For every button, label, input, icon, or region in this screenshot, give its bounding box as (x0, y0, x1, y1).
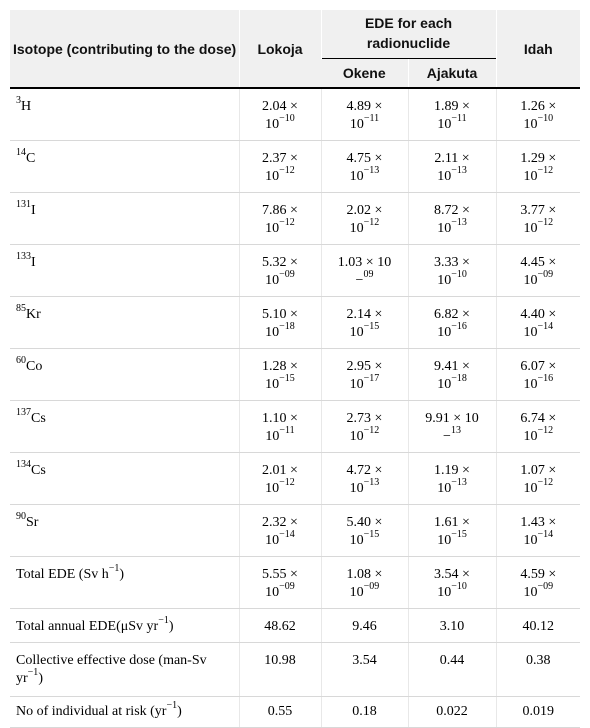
value-cell: 0.44 (408, 643, 496, 697)
isotope-cell (10, 193, 239, 245)
value-mantissa: 6.82 × (434, 307, 470, 322)
isotope-cell (10, 349, 239, 401)
value-mantissa: 5.10 × (262, 307, 298, 322)
value-cell: 10.98 (239, 643, 321, 697)
value-exponent: −12 (537, 425, 554, 437)
value-cell (321, 193, 408, 245)
header-ede-group-label: EDE for each radionuclide (364, 15, 453, 51)
isotope-mass: 131 (16, 199, 31, 211)
value-exponent: −12 (279, 165, 295, 177)
label-exp: −1 (27, 667, 39, 679)
value-mantissa: 2.37 × (262, 151, 298, 166)
value-mantissa: 1.08 × (346, 567, 383, 582)
value-base: 10 (265, 169, 280, 184)
value-mantissa: 5.55 × (262, 567, 298, 582)
isotope-symbol: Co (26, 359, 43, 374)
isotope-mass: 14 (16, 147, 26, 159)
table-row (10, 141, 580, 193)
value-mantissa: 3.54 × (434, 567, 470, 582)
value-exponent: −13 (363, 477, 380, 489)
value-cell (321, 141, 408, 193)
value-exponent: −10 (451, 269, 467, 281)
value-cell: 0.18 (321, 697, 408, 728)
isotope-mass: 133 (16, 251, 31, 263)
value-mantissa: 5.40 × (346, 515, 383, 530)
collective-label (10, 643, 239, 697)
value-mantissa: 1.26 × (520, 99, 557, 114)
value-mantissa: 1.07 × (520, 463, 557, 478)
value-base: 10 (349, 169, 364, 184)
value-mantissa: 2.02 × (346, 203, 383, 218)
isotope-mass: 137 (16, 407, 31, 419)
table-row (10, 505, 580, 557)
value-cell (408, 505, 496, 557)
value-base: 10 (523, 221, 538, 236)
value-cell (496, 453, 580, 505)
value-base: 10 (437, 221, 452, 236)
value-mantissa: 9.41 × (434, 359, 470, 374)
value-cell: 0.022 (408, 697, 496, 728)
value-cell (321, 297, 408, 349)
isotope-cell (10, 88, 239, 141)
isotope-mass: 90 (16, 511, 26, 523)
value-mantissa: 2.95 × (346, 359, 383, 374)
table-row (10, 88, 580, 141)
isotope-symbol: I (31, 255, 36, 270)
value-cell (239, 505, 321, 557)
value-exponent: 09 (363, 269, 374, 281)
label-text: No of individual at risk (yr (16, 704, 167, 719)
value-exponent: −16 (537, 373, 554, 385)
value-exponent: −10 (279, 113, 295, 125)
value-base: 10 (523, 585, 538, 600)
value-mantissa: 6.07 × (520, 359, 557, 374)
value-cell (408, 141, 496, 193)
value-base: 10 (523, 169, 538, 184)
value-cell (321, 401, 408, 453)
value-base: 10 (265, 481, 280, 496)
value-exponent: −09 (363, 581, 380, 593)
value-base: 10 (437, 585, 452, 600)
value-base: 10 (349, 377, 364, 392)
header-okene: Okene (321, 59, 408, 89)
value-exponent: −11 (451, 113, 467, 125)
isotope-symbol: Cs (31, 463, 46, 478)
value-base: 10 (437, 481, 452, 496)
isotope-symbol: C (26, 151, 36, 166)
header-ajakuta: Ajakuta (408, 59, 496, 89)
value-mantissa: 1.29 × (520, 151, 557, 166)
value-cell (239, 193, 321, 245)
value-mantissa: 2.32 × (262, 515, 298, 530)
value-cell (239, 557, 321, 609)
table-row (10, 453, 580, 505)
value-exponent: −15 (363, 529, 380, 541)
table-row (10, 609, 580, 643)
value-cell (496, 557, 580, 609)
value-cell: 0.38 (496, 643, 580, 697)
value-base: 10 (523, 429, 538, 444)
value-mantissa: 1.28 × (262, 359, 298, 374)
value-base: 10 (523, 377, 538, 392)
value-mantissa: 3.33 × (434, 255, 470, 270)
value-mantissa: 4.75 × (346, 151, 383, 166)
value-cell (496, 349, 580, 401)
value-cell: 0.019 (496, 697, 580, 728)
value-exponent: −14 (279, 529, 295, 541)
value-mantissa: 5.32 × (262, 255, 298, 270)
label-text: Total EDE (Sv h (16, 567, 109, 582)
label-exp: −1 (158, 615, 169, 627)
value-mantissa: 8.72 × (434, 203, 470, 218)
value-exponent: −13 (451, 477, 467, 489)
value-cell (239, 88, 321, 141)
value-base: 10 (523, 325, 538, 340)
value-cell (408, 297, 496, 349)
value-exponent: −09 (279, 581, 295, 593)
label-text: Collective effective dose (man-Sv yr (16, 653, 207, 686)
value-exponent: −17 (363, 373, 380, 385)
value-mantissa: 4.40 × (520, 307, 557, 322)
value-base: 10 (523, 273, 538, 288)
value-mantissa: 2.73 × (346, 411, 383, 426)
value-exponent: −18 (451, 373, 467, 385)
value-base: 10 (265, 273, 280, 288)
value-exponent: −12 (537, 477, 554, 489)
value-cell (496, 297, 580, 349)
value-base: − (443, 429, 451, 444)
value-exponent: −13 (451, 217, 467, 229)
table-row (10, 297, 580, 349)
value-mantissa: 7.86 × (262, 203, 298, 218)
value-mantissa: 1.19 × (434, 463, 470, 478)
isotope-cell (10, 453, 239, 505)
value-exponent: −16 (451, 321, 467, 333)
isotope-symbol: Sr (26, 515, 39, 530)
isotope-cell (10, 297, 239, 349)
value-mantissa: 1.89 × (434, 99, 470, 114)
value-base: 10 (523, 117, 538, 132)
value-base: − (355, 273, 364, 288)
table-row (10, 193, 580, 245)
value-exponent: −11 (363, 113, 380, 125)
value-mantissa: 2.01 × (262, 463, 298, 478)
value-cell (239, 453, 321, 505)
value-exponent: −15 (363, 321, 380, 333)
value-base: 10 (265, 585, 280, 600)
value-cell (321, 245, 408, 297)
header-idah: Idah (496, 10, 580, 88)
value-mantissa: 1.43 × (520, 515, 557, 530)
value-exponent: −12 (363, 217, 380, 229)
value-cell (321, 557, 408, 609)
value-mantissa: 1.10 × (262, 411, 298, 426)
value-cell (408, 401, 496, 453)
value-base: 10 (437, 377, 452, 392)
label-end: ) (119, 567, 125, 582)
header-lokoja: Lokoja (239, 10, 321, 88)
value-mantissa: 2.14 × (346, 307, 383, 322)
dose-table (10, 10, 580, 728)
value-cell (408, 453, 496, 505)
value-cell (321, 505, 408, 557)
value-mantissa: 4.72 × (346, 463, 383, 478)
label-exp: −1 (108, 563, 120, 575)
value-exponent: −14 (537, 529, 554, 541)
value-mantissa: 2.11 × (434, 151, 470, 166)
value-mantissa: 3.77 × (520, 203, 557, 218)
value-mantissa: 4.45 × (520, 255, 557, 270)
value-exponent: −12 (537, 217, 554, 229)
label-end: ) (38, 671, 43, 686)
value-cell: 3.10 (408, 609, 496, 643)
value-mantissa: 4.89 × (346, 99, 383, 114)
value-cell (239, 141, 321, 193)
table-row (10, 349, 580, 401)
value-cell (496, 141, 580, 193)
value-cell (408, 349, 496, 401)
table-row (10, 643, 580, 697)
value-exponent: −10 (451, 581, 467, 593)
table-header (10, 10, 580, 88)
at-risk-label (10, 697, 239, 728)
value-cell: 48.62 (239, 609, 321, 643)
isotope-symbol: H (21, 99, 32, 114)
value-base: 10 (437, 169, 452, 184)
value-exponent: −12 (363, 425, 380, 437)
isotope-mass: 85 (16, 303, 26, 315)
value-exponent: −18 (279, 321, 295, 333)
header-ede-group (321, 10, 496, 59)
value-exponent: −09 (279, 269, 295, 281)
value-base: 10 (265, 377, 280, 392)
value-base: 10 (265, 117, 280, 132)
isotope-cell (10, 505, 239, 557)
value-exponent: −09 (537, 581, 554, 593)
value-exponent: −14 (537, 321, 554, 333)
table-row (10, 401, 580, 453)
label-end: ) (168, 619, 174, 634)
value-base: 10 (349, 429, 364, 444)
value-exponent: −11 (279, 425, 295, 437)
value-base: 10 (349, 117, 364, 132)
isotope-symbol: I (31, 203, 36, 218)
value-cell: 3.54 (321, 643, 408, 697)
value-cell (321, 88, 408, 141)
value-cell (496, 401, 580, 453)
value-mantissa: 1.61 × (434, 515, 470, 530)
value-base: 10 (349, 533, 364, 548)
table-row (10, 697, 580, 728)
total-ede-label (10, 557, 239, 609)
value-exponent: −12 (537, 165, 554, 177)
isotope-cell (10, 141, 239, 193)
value-cell (496, 505, 580, 557)
value-cell (496, 88, 580, 141)
isotope-mass: 60 (16, 355, 26, 367)
value-base: 10 (437, 117, 452, 132)
isotope-mass: 3 (16, 95, 21, 107)
value-mantissa: 2.04 × (262, 99, 298, 114)
isotope-mass: 134 (16, 459, 31, 471)
value-mantissa: 9.91 × 10 (425, 411, 479, 426)
value-base: 10 (265, 221, 280, 236)
label-exp: −1 (166, 700, 178, 712)
value-base: 10 (265, 533, 280, 548)
isotope-cell (10, 401, 239, 453)
isotope-symbol: Cs (31, 411, 46, 426)
value-cell (408, 557, 496, 609)
value-base: 10 (349, 221, 364, 236)
table-row (10, 557, 580, 609)
value-mantissa: 1.03 × 10 (337, 255, 392, 270)
value-cell: 9.46 (321, 609, 408, 643)
label-text: Total annual EDE(μSv yr (16, 619, 159, 634)
value-exponent: −09 (537, 269, 554, 281)
value-exponent: −15 (279, 373, 295, 385)
value-base: 10 (437, 325, 452, 340)
value-base: 10 (349, 585, 364, 600)
isotope-cell (10, 245, 239, 297)
value-exponent: −12 (279, 217, 295, 229)
value-base: 10 (437, 273, 452, 288)
value-cell: 40.12 (496, 609, 580, 643)
value-base: 10 (437, 533, 452, 548)
value-mantissa: 4.59 × (520, 567, 557, 582)
value-exponent: −10 (537, 113, 554, 125)
value-base: 10 (265, 429, 280, 444)
value-base: 10 (349, 481, 364, 496)
value-base: 10 (523, 481, 538, 496)
value-cell (321, 349, 408, 401)
value-cell (239, 401, 321, 453)
value-cell (408, 193, 496, 245)
value-cell: 0.55 (239, 697, 321, 728)
value-cell (496, 193, 580, 245)
value-exponent: 13 (450, 425, 461, 437)
value-exponent: −13 (451, 165, 467, 177)
value-cell (408, 245, 496, 297)
isotope-symbol: Kr (26, 307, 41, 322)
value-base: 10 (523, 533, 538, 548)
table-body (10, 88, 580, 728)
value-exponent: −12 (279, 477, 295, 489)
header-isotope: Isotope (contributing to the dose) (10, 10, 239, 88)
value-base: 10 (265, 325, 280, 340)
value-cell (408, 88, 496, 141)
value-cell (239, 349, 321, 401)
label-end: ) (177, 704, 182, 719)
value-cell (321, 453, 408, 505)
value-cell (239, 245, 321, 297)
value-exponent: −15 (451, 529, 467, 541)
table-row (10, 245, 580, 297)
value-cell (496, 245, 580, 297)
value-base: 10 (349, 325, 364, 340)
value-cell (239, 297, 321, 349)
annual-ede-label (10, 609, 239, 643)
value-mantissa: 6.74 × (520, 411, 557, 426)
value-exponent: −13 (363, 165, 380, 177)
